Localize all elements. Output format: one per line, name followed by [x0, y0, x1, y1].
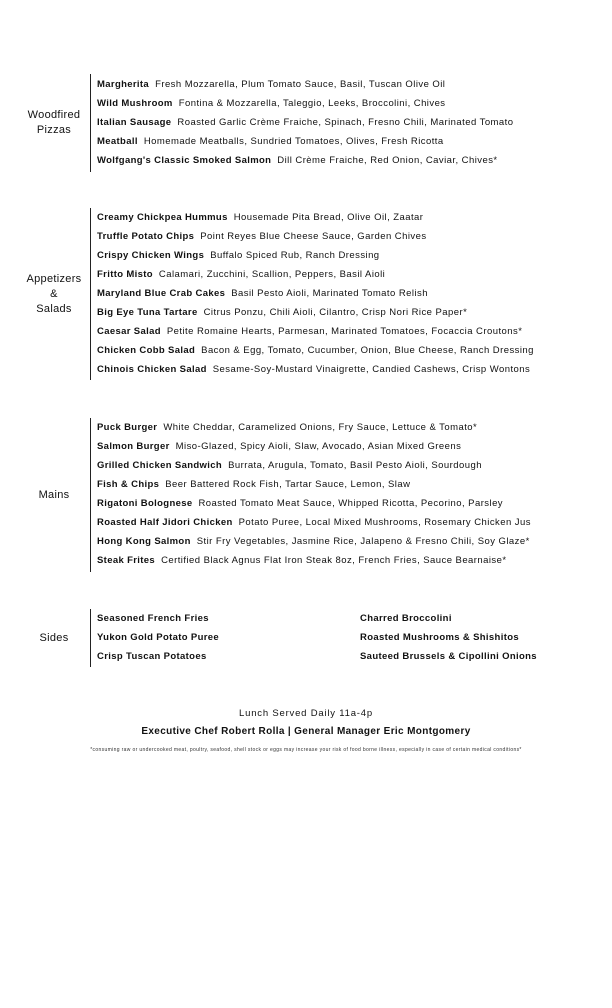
item-description: White Cheddar, Caramelized Onions, Fry Sauce, Lettuce & Tomato*: [163, 422, 478, 433]
item-description: Citrus Ponzu, Chili Aioli, Cilantro, Crisp Nori Rice Paper*: [203, 307, 468, 318]
section-title-line: Sides: [39, 632, 69, 644]
item-name: Grilled Chicken Sandwich: [97, 460, 223, 471]
consumer-advisory: *consuming raw or undercooked meat, poultry, seafood, shell stock or eggs may increase your risk of food borne illness, especially in case of certain medical conditions*: [90, 747, 522, 753]
menu-item: [97, 479, 410, 491]
section-divider: [90, 609, 91, 667]
item-name: Puck Burger: [97, 422, 158, 433]
item-description: Housemade Pita Bread, Olive Oil, Zaatar: [233, 212, 424, 223]
item-name: Chicken Cobb Salad: [97, 345, 196, 356]
menu-item: [97, 98, 446, 110]
menu-item: [97, 155, 498, 167]
section-title-line: Appetizers: [26, 273, 82, 285]
side-item: Charred Broccolini: [360, 613, 452, 624]
item-description: Certified Black Agnus Flat Iron Steak 8oz, French Fries, Sauce Bearnaise*: [161, 555, 507, 566]
section-title: [14, 488, 94, 503]
menu-item: [97, 212, 423, 224]
menu-item: [97, 498, 503, 510]
section-title-line: Mains: [38, 489, 70, 501]
item-description: Sesame-Soy-Mustard Vinaigrette, Candied Cashews, Crisp Wontons: [212, 364, 531, 375]
menu-item: [97, 517, 531, 529]
item-description: Potato Puree, Local Mixed Mushrooms, Rosemary Chicken Jus: [238, 517, 531, 528]
item-name: Steak Frites: [97, 555, 156, 566]
menu-item: [97, 422, 477, 434]
side-item: Sauteed Brussels & Cipollini Onions: [360, 651, 537, 662]
item-description: Burrata, Arugula, Tomato, Basil Pesto Aioli, Sourdough: [228, 460, 482, 471]
item-name: Big Eye Tuna Tartare: [97, 307, 198, 318]
section-title: [14, 631, 94, 646]
item-name: Salmon Burger: [97, 441, 170, 452]
staff-credits: Executive Chef Robert Rolla | General Manager Eric Montgomery: [141, 726, 471, 737]
menu-item: [97, 269, 385, 281]
item-description: Beer Battered Rock Fish, Tartar Sauce, Lemon, Slaw: [165, 479, 411, 490]
item-name: Fritto Misto: [97, 269, 153, 280]
side-item: Crisp Tuscan Potatoes: [97, 651, 207, 662]
section-title-line: Salads: [36, 303, 72, 315]
item-description: Roasted Tomato Meat Sauce, Whipped Ricotta, Pecorino, Parsley: [198, 498, 503, 509]
item-name: Chinois Chicken Salad: [97, 364, 207, 375]
section-title-line: &: [50, 288, 58, 300]
menu-item: [97, 460, 482, 472]
menu-item: [97, 79, 445, 91]
item-description: Dill Crème Fraiche, Red Onion, Caviar, Chives*: [277, 155, 498, 166]
side-item: Seasoned French Fries: [97, 613, 209, 624]
item-description: Basil Pesto Aioli, Marinated Tomato Relish: [231, 288, 428, 299]
menu-item: [97, 307, 467, 319]
menu-item: [97, 250, 380, 262]
item-description: Fresh Mozzarella, Plum Tomato Sauce, Basil, Tuscan Olive Oil: [155, 79, 446, 90]
menu-item: [97, 364, 530, 376]
item-description: Roasted Garlic Crème Fraiche, Spinach, Fresno Chili, Marinated Tomato: [177, 117, 514, 128]
item-name: Caesar Salad: [97, 326, 161, 337]
section-title: [14, 272, 94, 317]
section-divider: [90, 418, 91, 572]
menu-item: [97, 117, 513, 129]
item-name: Roasted Half Jidori Chicken: [97, 517, 233, 528]
item-name: Italian Sausage: [97, 117, 172, 128]
menu-item: [97, 345, 534, 357]
item-description: Calamari, Zucchini, Scallion, Peppers, Basil Aioli: [158, 269, 386, 280]
item-name: Hong Kong Salmon: [97, 536, 191, 547]
side-item: Yukon Gold Potato Puree: [97, 632, 220, 643]
menu-item: [97, 536, 530, 548]
menu-item: [97, 136, 444, 148]
item-description: Petite Romaine Hearts, Parmesan, Marinated Tomatoes, Focaccia Croutons*: [166, 326, 523, 337]
lunch-hours: Lunch Served Daily 11a-4p: [239, 708, 373, 719]
item-description: Bacon & Egg, Tomato, Cucumber, Onion, Blue Cheese, Ranch Dressing: [201, 345, 534, 356]
item-description: Homemade Meatballs, Sundried Tomatoes, Olives, Fresh Ricotta: [143, 136, 444, 147]
menu-item: [97, 555, 507, 567]
item-name: Creamy Chickpea Hummus: [97, 212, 228, 223]
side-item: Roasted Mushrooms & Shishitos: [360, 632, 520, 643]
section-title: [14, 108, 94, 138]
item-name: Wild Mushroom: [97, 98, 173, 109]
section-divider: [90, 74, 91, 172]
item-name: Margherita: [97, 79, 150, 90]
section-divider: [90, 208, 91, 380]
menu-item: [97, 288, 428, 300]
item-name: Meatball: [97, 136, 138, 147]
item-name: Fish & Chips: [97, 479, 160, 490]
item-description: Stir Fry Vegetables, Jasmine Rice, Jalapeno & Fresno Chili, Soy Glaze*: [196, 536, 530, 547]
section-title-line: Woodfired: [27, 109, 81, 121]
item-description: Buffalo Spiced Rub, Ranch Dressing: [210, 250, 380, 261]
item-name: Crispy Chicken Wings: [97, 250, 205, 261]
menu-item: [97, 231, 427, 243]
item-description: Point Reyes Blue Cheese Sauce, Garden Chives: [200, 231, 427, 242]
item-name: Truffle Potato Chips: [97, 231, 195, 242]
item-description: Miso-Glazed, Spicy Aioli, Slaw, Avocado, Asian Mixed Greens: [175, 441, 462, 452]
item-name: Rigatoni Bolognese: [97, 498, 193, 509]
item-description: Fontina & Mozzarella, Taleggio, Leeks, Broccolini, Chives: [178, 98, 446, 109]
menu-item: [97, 326, 522, 338]
item-name: Maryland Blue Crab Cakes: [97, 288, 226, 299]
menu-item: [97, 441, 461, 453]
section-title-line: Pizzas: [36, 124, 72, 136]
item-name: Wolfgang's Classic Smoked Salmon: [97, 155, 272, 166]
